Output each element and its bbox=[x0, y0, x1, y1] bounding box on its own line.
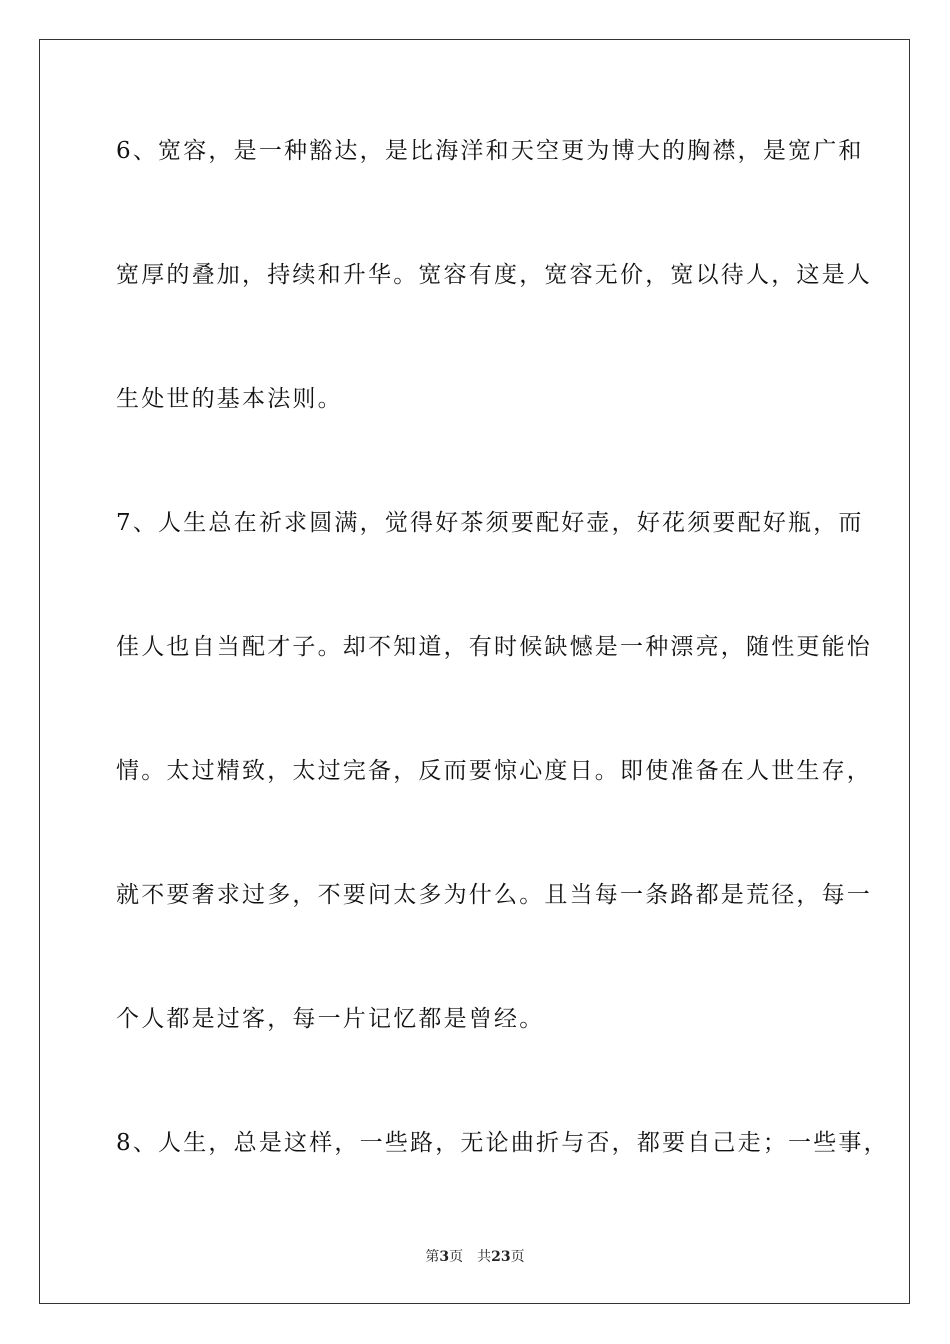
page-prefix: 第 bbox=[425, 1249, 440, 1265]
page-footer bbox=[0, 1247, 950, 1267]
text-line: 6、宽容，是一种豁达，是比海洋和天空更为博大的胸襟，是宽广和 bbox=[116, 138, 864, 164]
text-line: 8、人生，总是这样，一些路，无论曲折与否，都要自己走；一些事， bbox=[116, 1130, 889, 1156]
page-suffix: 页 bbox=[449, 1249, 464, 1265]
page-border bbox=[39, 39, 910, 1304]
total-suffix: 页 bbox=[510, 1249, 525, 1265]
text-line: 情。太过精致，太过完备，反而要惊心度日。即使准备在人世生存， bbox=[116, 758, 872, 784]
total-pages: 23 bbox=[491, 1249, 511, 1265]
page-number: 3 bbox=[439, 1249, 450, 1265]
text-line: 生处世的基本法则。 bbox=[116, 386, 343, 412]
text-line: 就不要奢求过多，不要问太多为什么。且当每一条路都是荒径，每一 bbox=[116, 882, 872, 908]
text-line: 宽厚的叠加，持续和升华。宽容有度，宽容无价，宽以待人，这是人 bbox=[116, 262, 872, 288]
text-line: 7、人生总在祈求圆满，觉得好茶须要配好壶，好花须要配好瓶，而 bbox=[116, 510, 864, 536]
total-prefix: 共 bbox=[477, 1249, 492, 1265]
text-line: 个人都是过客，每一片记忆都是曾经。 bbox=[116, 1006, 545, 1032]
text-line: 佳人也自当配才子。却不知道，有时候缺憾是一种漂亮，随性更能怡 bbox=[116, 634, 872, 660]
